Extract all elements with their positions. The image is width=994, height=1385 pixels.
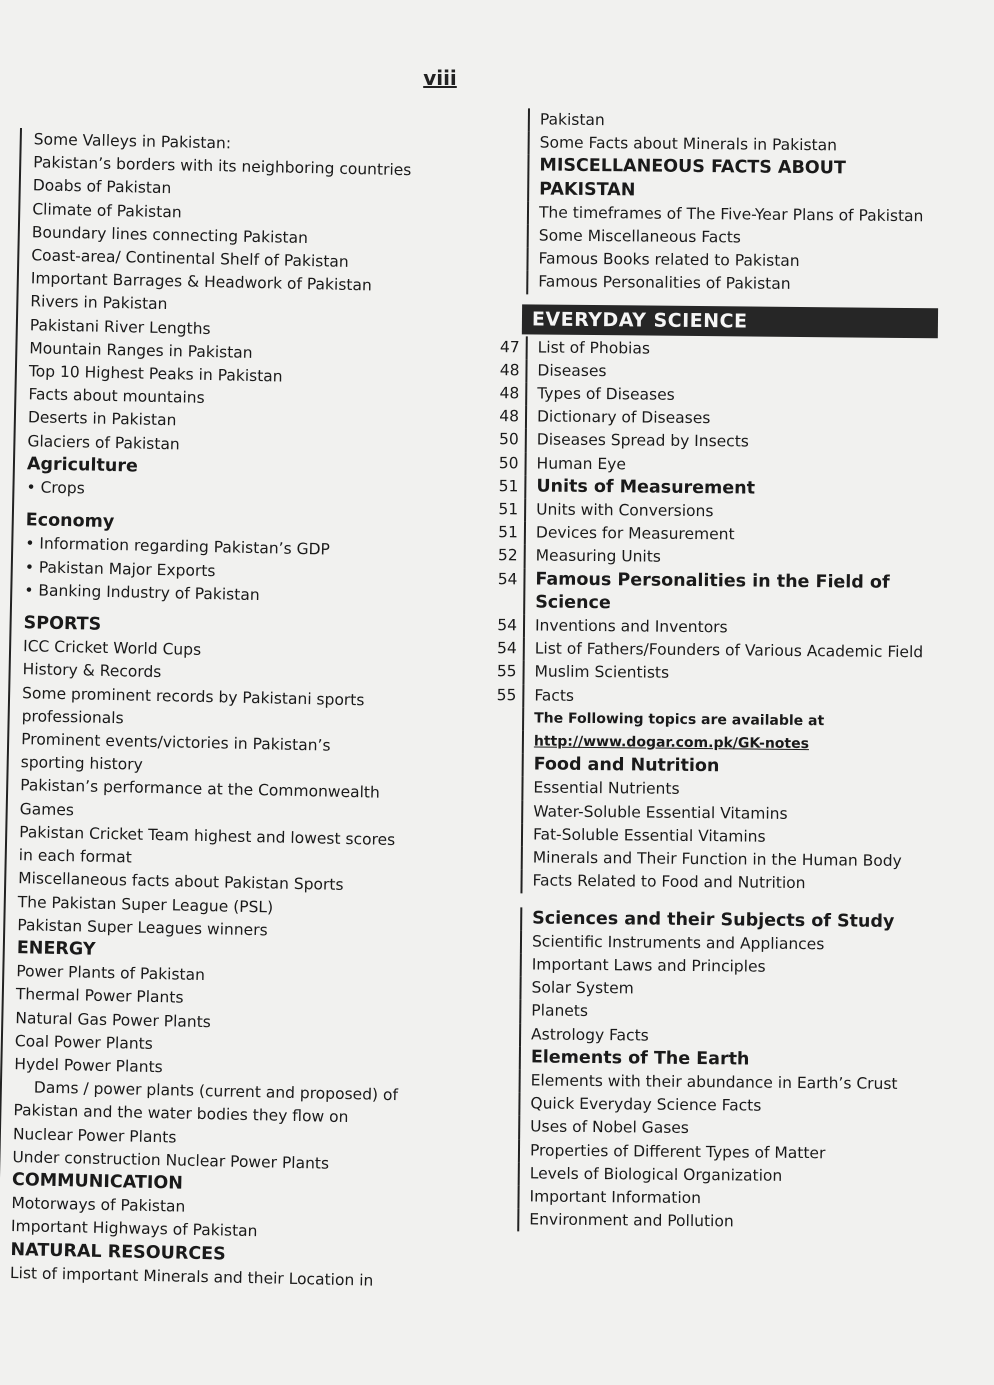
toc-entry: Pakistan [528,108,940,135]
toc-entry: Fat-Soluble Essential Vitamins [521,823,933,850]
toc-entry: in each format [18,846,133,867]
toc-entry: • Information regarding Pakistan’s GDP [25,533,465,565]
toc-entry: Diseases Spread by Insects [525,429,937,456]
everyday-science-banner: EVERYDAY SCIENCE [522,304,938,338]
right-bottom-list [479,336,938,1236]
toc-entry: Motorways of Pakistan [11,1194,186,1216]
toc-entry: Under construction Nuclear Power Plants [12,1147,330,1173]
toc-entry: The Pakistan Super League (PSL) [17,892,274,916]
section-heading: Economy [25,510,115,533]
toc-entry: Devices for Measurement [524,522,936,549]
toc-entry: The timeframes of The Five-Year Plans of Pakistan [527,201,939,228]
section-banner-row [488,304,938,338]
toc-row [489,154,939,205]
section-heading: MISCELLANEOUS FACTS ABOUT PAKISTAN [527,155,939,205]
right-toc-column [479,108,940,1236]
toc-entry: Pakistan Cricket Team highest and lowest scores [19,823,396,849]
toc-entry: Some Valleys in Pakistan: [33,130,232,153]
toc-entry: Doabs of Pakistan [32,176,172,198]
page-ref-number: 50 [498,453,519,472]
toc-entry: Glaciers of Pakistan [27,431,180,454]
toc-entry: Boundary lines connecting Pakistan [31,223,309,247]
toc-entry: Levels of Biological Organization [518,1162,930,1189]
toc-entry: Famous Books related to Pakistan [526,248,938,275]
toc-entry: • Crops [26,476,466,508]
page-ref-number: 48 [499,407,520,426]
toc-entry: Important Barrages & Headwork of Pakistan [30,269,372,295]
toc-entry: Measuring Units [524,545,936,572]
toc-entry: Facts about mountains [28,385,205,408]
notes-link[interactable]: http://www.dogar.com.pk/GK-notes [522,730,934,757]
toc-entry: • Pakistan Major Exports [25,556,465,588]
toc-entry: Pakistani River Lengths [29,315,211,338]
toc-entry: Rivers in Pakistan [30,292,168,314]
toc-entry: Pakistan’s borders with its neighboring countries [33,153,412,180]
toc-entry: Astrology Facts [519,1023,931,1050]
toc-entry: Properties of Different Types of Matter [518,1139,930,1166]
toc-entry: Dictionary of Diseases [525,406,937,433]
section-heading: Food and Nutrition [522,754,934,781]
toc-entry: Solar System [519,976,931,1003]
toc-entry: Dams / power plants (current and proposed) of [33,1078,399,1105]
toc-entry: Environment and Pollution [517,1208,929,1235]
toc-entry: Coal Power Plants [14,1031,154,1053]
toc-entry: Human Eye [524,452,936,479]
toc-entry: Important Information [517,1185,929,1212]
page-ref-number: 55 [496,662,517,681]
right-top-list [488,108,940,298]
section-heading: NATURAL RESOURCES [10,1239,226,1265]
toc-entry: Climate of Pakistan [32,199,182,222]
toc-entry: List of important Minerals and their Location in [9,1263,374,1290]
toc-entry: Natural Gas Power Plants [15,1008,212,1031]
section-heading: SPORTS [23,613,102,635]
page-ref-number: 47 [499,337,520,356]
toc-entry: Mountain Ranges in Pakistan [29,339,253,362]
section-heading: Famous Personalities in the Field of Science [523,568,935,618]
toc-entry: Miscellaneous facts about Pakistan Sports [18,869,344,895]
page-ref-number: 51 [498,476,519,496]
page-ref-number: 48 [499,384,520,403]
page-number: viii [423,66,457,90]
toc-entry: Famous Personalities of Pakistan [526,271,938,298]
page-ref-number: 50 [498,430,519,449]
toc-entry: Power Plants of Pakistan [16,962,206,985]
toc-entry: Diseases [525,359,937,386]
page-ref-number: 48 [499,360,520,380]
toc-row [485,568,935,619]
page-ref-number: 54 [497,616,518,635]
toc-entry: Minerals and Their Function in the Human Body [521,846,933,873]
toc-entry: The Following topics are available at [522,707,934,734]
toc-entry: Hydel Power Plants [14,1055,163,1077]
toc-entry: Water-Soluble Essential Vitamins [521,800,933,827]
section-heading: Elements of The Earth [519,1046,931,1073]
toc-entry: List of Phobias [526,336,938,363]
toc-entry: Essential Nutrients [521,777,933,804]
toc-entry: Quick Everyday Science Facts [518,1092,930,1119]
toc-entry: List of Fathers/Founders of Various Academic Field [523,638,935,665]
page-ref-number: 52 [497,546,518,565]
toc-entry: Some Miscellaneous Facts [527,224,939,251]
toc-entry: Coast-area/ Continental Shelf of Pakistan [31,246,349,271]
toc-entry: Deserts in Pakistan [27,408,177,430]
toc-entry: Pakistan and the water bodies they flow on [13,1101,349,1127]
toc-entry: Facts Related to Food and Nutrition [520,870,932,897]
page-ref-number: 55 [496,685,517,704]
toc-entry: Pakistan Super Leagues winners [17,915,268,940]
toc-entry: Thermal Power Plants [15,985,184,1007]
banner-spacer [488,304,522,334]
toc-entry: Important Laws and Principles [520,953,932,980]
toc-row [479,1208,929,1236]
section-heading: Units of Measurement [524,475,936,502]
page-ref-number: 54 [497,569,518,588]
toc-entry: Planets [519,1000,931,1027]
toc-entry: Some prominent records by Pakistani sports [21,683,365,710]
section-heading: Agriculture [26,454,139,477]
toc-entry: professionals [21,707,124,728]
page-ref-number: 51 [498,500,519,519]
section-heading: COMMUNICATION [11,1170,184,1194]
toc-entry: Important Highways of Pakistan [10,1217,258,1241]
toc-entry: Scientific Instruments and Appliances [520,930,932,957]
toc-entry: Prominent events/victories in Pakistan’s [21,730,331,755]
toc-entry: Nuclear Power Plants [12,1124,177,1147]
section-heading: ENERGY [16,938,96,960]
section-heading: Sciences and their Subjects of Study [520,907,932,934]
toc-entry: Units with Conversions [524,498,936,525]
toc-entry: sporting history [20,753,143,774]
toc-entry: Muslim Scientists [522,661,934,688]
toc-entry: Top 10 Highest Peaks in Pakistan [28,362,283,386]
toc-entry: Some Facts about Minerals in Pakistan [528,132,940,159]
toc-entry: • Banking Industry of Pakistan [24,579,464,611]
toc-entry: Types of Diseases [525,382,937,409]
toc-entry: Facts [522,684,934,711]
toc-entry: Elements with their abundance in Earth’s Crust [519,1069,931,1096]
toc-entry: Uses of Nobel Gases [518,1116,930,1143]
toc-entry: Games [19,799,75,819]
toc-row [482,869,932,897]
toc-entry: ICC Cricket World Cups [22,637,202,660]
toc-entry: History & Records [22,660,162,682]
page-ref-number: 54 [496,639,517,658]
toc-row [488,270,938,298]
left-toc-column [0,128,474,1294]
page-ref-number: 51 [498,523,519,542]
toc-entry: Inventions and Inventors [523,614,935,641]
toc-entry: Pakistan’s performance at the Commonwealth [20,776,380,803]
